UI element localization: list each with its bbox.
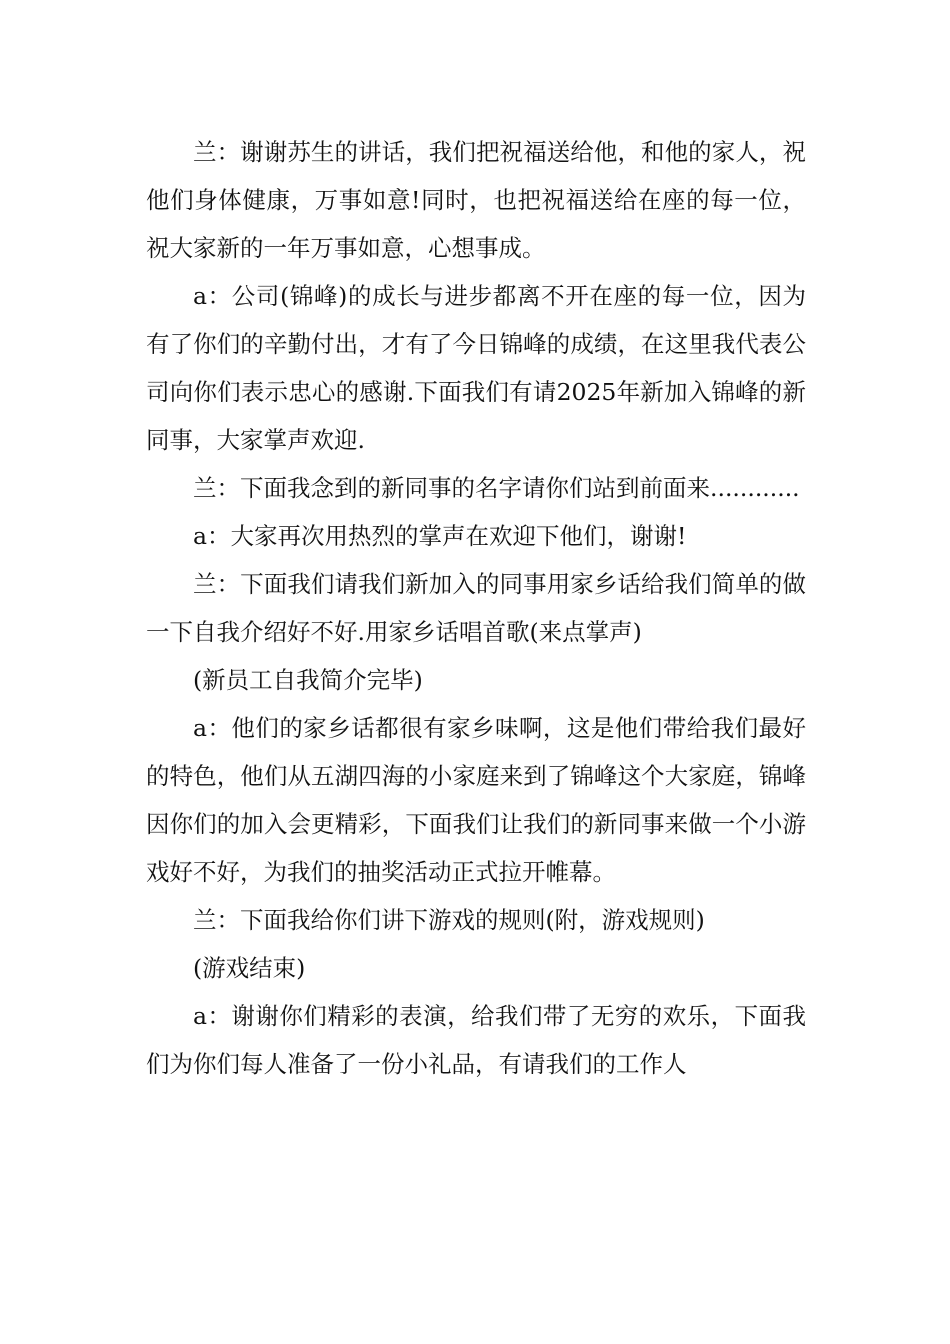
paragraph-5: 兰：下面我们请我们新加入的同事用家乡话给我们简单的做一下自我介绍好不好.用家乡话唱首歌(来点掌声) <box>146 570 806 646</box>
paragraph-1: 兰：谢谢苏生的讲话，我们把祝福送给他，和他的家人，祝他们身体健康，万事如意!同时，也把祝福送给在座的每一位，祝大家新的一年万事如意，心想事成。 <box>146 138 806 262</box>
paragraph-7: a：他们的家乡话都很有家乡味啊，这是他们带给我们最好的特色，他们从五湖四海的小家庭来到了锦峰这个大家庭，锦峰因你们的加入会更精彩，下面我们让我们的新同事来做一个小游戏好不好，为我们的抽奖活动正式拉开帷幕。 <box>146 714 806 886</box>
paragraph-9: (游戏结束) <box>193 954 306 982</box>
paragraph-6: (新员工自我简介完毕) <box>193 666 423 694</box>
paragraph-3: 兰：下面我念到的新同事的名字请你们站到前面来............ <box>193 474 800 502</box>
paragraph-10: a：谢谢你们精彩的表演，给我们带了无穷的欢乐，下面我们为你们每人准备了一份小礼品，有请我们的工作人 <box>146 1002 806 1078</box>
paragraph-8: 兰：下面我给你们讲下游戏的规则(附，游戏规则) <box>193 906 705 934</box>
paragraph-4: a：大家再次用热烈的掌声在欢迎下他们，谢谢! <box>193 522 687 550</box>
document-body <box>146 128 806 1088</box>
paragraph-2: a：公司(锦峰)的成长与进步都离不开在座的每一位，因为有了你们的辛勤付出，才有了今日锦峰的成绩，在这里我代表公司向你们表示忠心的感谢.下面我们有请2025年新加入锦峰的新同事，大家掌声欢迎. <box>146 282 806 454</box>
